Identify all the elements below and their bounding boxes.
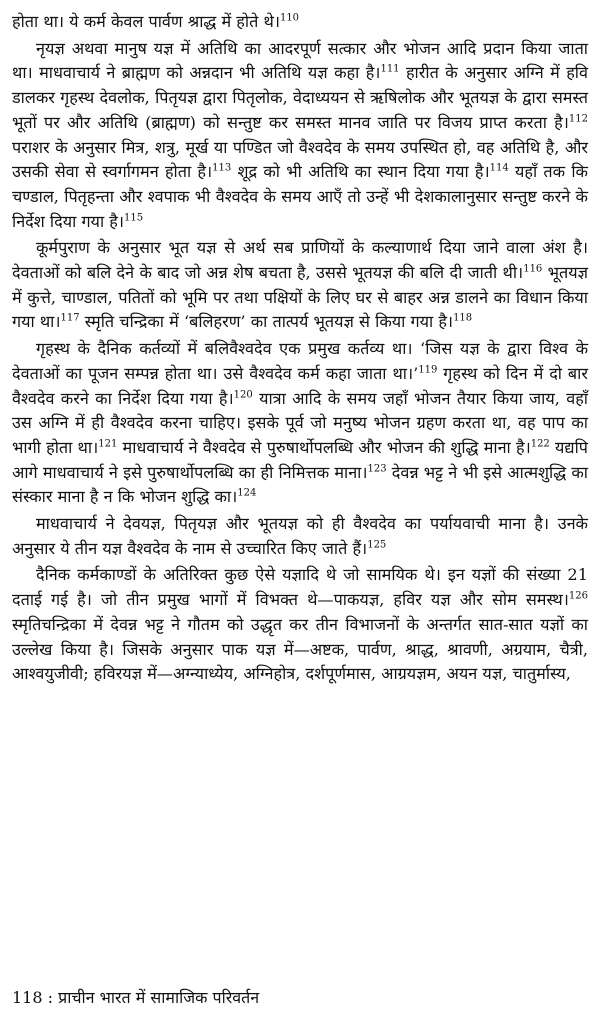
text-run: यद्यपि आगे माधवाचार्य ने इसे पुरुषार्थोपलब्धि का ही निमित्तक माना।: [12, 437, 588, 482]
text-run: पराशर के अनुसार मित्र, शत्रु, मूर्ख या पण्डित जो वैश्वदेव के समय उपस्थित हो, वह अतिथि है, और उसकी सेवा से स्वर्गागमन होता है।: [12, 137, 588, 182]
footnote-marker: 118: [453, 313, 473, 325]
body-text: [12, 10, 588, 687]
text-run: देवन्न भट्ट ने भी इसे आत्मशुद्धि का संस्कार माना है न कि भोजन शुद्धि का।: [12, 462, 588, 507]
footnote-marker: 113: [212, 162, 232, 174]
footnote-marker: 112: [568, 113, 588, 125]
text-run: गृहस्थ के दैनिक कर्तव्यों में बलिवैश्वदेव एक प्रमुख कर्तव्य था। ‘जिस यज्ञ के द्वारा विश्व के देवताओं का पूजन सम्पन्न होता था। उसे वैश्वदेव कर्म कहा जाता था।’: [12, 339, 588, 383]
footnote-marker: 121: [98, 438, 118, 450]
footnote-marker: 124: [237, 487, 257, 499]
text-run: माधवाचार्य ने देवयज्ञ, पितृयज्ञ और भूतयज्ञ को ही वैश्वदेव का पर्यायवाची माना है। उनके अनुसार ये तीन यज्ञ वैश्वदेव के नाम से उच्चारित किए जाते हैं।: [12, 514, 588, 558]
footnote-marker: 116: [523, 263, 543, 275]
text-run: हारीत के अनुसार अग्नि में हवि डालकर गृहस्थ देवलोक, पितृयज्ञ द्वारा पितृलोक, वेदाध्ययन से ऋषिलोक और भूतयज्ञ के द्वारा समस्त भूतों पर और अतिथि (ब्राह्मण) को सन्तुष्ट कर समस्त मानव जाति पर विजय प्राप्त करता है।: [12, 63, 588, 132]
text-run: स्मृतिचन्द्रिका में देवन्न भट्ट ने गौतम को उद्धृत कर तीन विभाजनों के अन्तर्गत सात-सात यज्ञों का उल्लेख किया है। जिसके अनुसार पाक यज्ञ में—अष्टक, पार्वण, श्राद्ध, श्रावणी, अग्रयाम, चैत्री, आश्वयुजीवी; हविरयज्ञ में—अग्न्याध्येय, अग्निहोत्र, दर्शपूर्णमास, आग्रयज्ञम, अयन यज्ञ, चातुर्मास्य,: [12, 614, 588, 684]
paragraph: [12, 10, 588, 35]
text-run: यहाँ तक कि चण्डाल, पितृहन्ता और श्वपाक भी वैश्वदेव के समय आएँ तो उन्हें भी देशकालानुसार सन्तुष्ट करने के निर्देश दिया गया है।: [12, 162, 588, 231]
text-run: गृहस्थ को दिन में दो बार वैश्वदेव करने का निर्देश दिया गया है।: [12, 363, 588, 408]
text-run: स्मृति चन्द्रिका में ‘बलिहरण’ का तात्पर्य भूतयज्ञ से किया गया है।: [79, 312, 454, 332]
footnote-marker: 117: [60, 313, 80, 325]
footnote-marker: 114: [489, 162, 509, 174]
footnote-marker: 119: [418, 364, 438, 376]
paragraph: [12, 236, 588, 335]
footnote-marker: 126: [568, 590, 588, 602]
footnote-marker: 115: [124, 212, 144, 224]
paragraph: [12, 563, 588, 687]
text-run: यात्रा आदि के समय जहाँ भोजन तैयार किया जाय, वहाँ उस अग्नि में ही वैश्वदेव करना चाहिए। इसके पूर्व जो मनुष्य भोजन ग्रहण करता था, वह पाप का भागी होता था।: [12, 388, 588, 457]
text-run: नृयज्ञ अथवा मानुष यज्ञ में अतिथि का आदरपूर्ण सत्कार और भोजन आदि प्रदान किया जाता था। माधवाचार्य ने ब्राह्मण को अन्नदान भी अतिथि यज्ञ कहा है।: [12, 38, 588, 83]
footnote-marker: 123: [367, 463, 387, 475]
text-run: शूद्र को भी अतिथि का स्थान दिया गया है।: [231, 162, 490, 182]
footnote-marker: 125: [367, 539, 387, 551]
footnote-marker: 122: [530, 438, 550, 450]
footnote-marker: 111: [380, 64, 400, 76]
footnote-marker: 120: [233, 389, 253, 401]
text-run: दैनिक कर्मकाण्डों के अतिरिक्त कुछ ऐसे यज्ञादि थे जो सामयिक थे। इन यज्ञों की संख्या 21 दताई गई है। जो तीन प्रमुख भागों में विभक्त थे—पाकयज्ञ, हविर यज्ञ और सोम समस्थ।: [12, 565, 588, 610]
text-run: होता था। ये कर्म केवल पार्वण श्राद्ध में होते थे।: [12, 12, 280, 31]
page-footer: 118 : प्राचीन भारत में सामाजिक परिवर्तन: [12, 988, 260, 1007]
paragraph: [12, 337, 588, 510]
paragraph: [12, 512, 588, 561]
paragraph: [12, 37, 588, 235]
text-run: माधवाचार्य ने वैश्वदेव से पुरुषार्थोपलब्धि और भोजन की शुद्धि माना है।: [117, 437, 531, 457]
footnote-marker: 110: [279, 12, 300, 24]
text-run: भूतयज्ञ में कुत्ते, चाण्डाल, पतितों को भूमि पर तथा पक्षियों के लिए घर से बाहर अन्न डालने का विधान किया गया था।: [12, 263, 588, 332]
text-run: कूर्मपुराण के अनुसार भूत यज्ञ से अर्थ सब प्राणियों के कल्याणार्थ दिया जाने वाला अंश है। देवताओं को बलि देने के बाद जो अन्न शेष बचता है, उससे भूतयज्ञ की बलि दी जाती थी।: [12, 238, 588, 283]
